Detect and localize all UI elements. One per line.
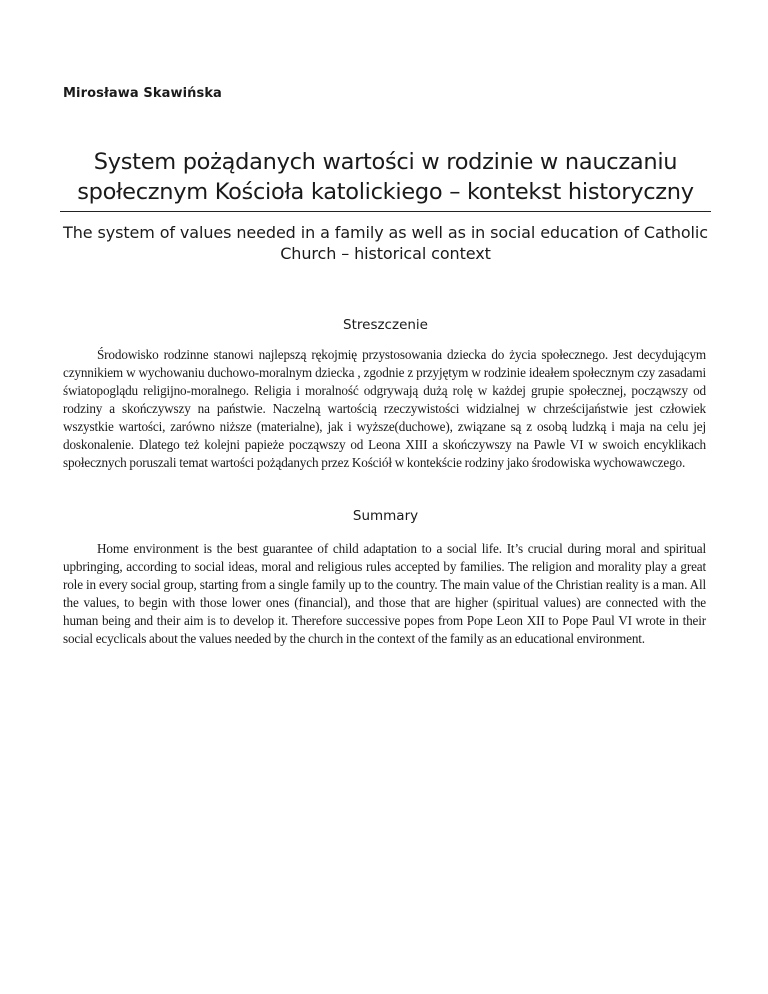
summary-heading: Summary [352, 508, 419, 524]
streszczenie-heading: Streszczenie [343, 317, 428, 333]
article-title-polish: System pożądanych wartości w rodzinie w nauczaniu społecznym Kościoła katolickiego – kontekst historyczny [77, 149, 694, 205]
summary-paragraph: Home environment is the best guarantee of child adaptation to a social life. It’s crucial during moral and spiritual upbringing, according to social ideas, moral and religious rules accepted by families. The religion and morality play a great role in every social group, starting from a single family up to the country. The main value of the Christian reality is a man. All the values, to begin with those lower ones (financial), and those that are higher (spiritual values) are connected with the human being and their aim is to develop it. Therefore successive popes from Pope Leon XII to Pope Paul VI wrote in their social ecyclicals about the values needed by the church in the context of the family as an educational environment. [63, 541, 706, 646]
streszczenie-paragraph: Środowisko rodzinne stanowi najlepszą rękojmię przystosowania dziecka do życia społecznego. Jest decydującym czynnikiem w wychowaniu duchowo-moralnym dziecka , zgodnie z przyjętym w rodzinie ideałem społecznym czy zasadami światopoglądu religijno-moralnego. Religia i moralność odgrywają dużą rolę w każdej grupie społecznej, począwszy od rodziny a skończywszy na państwie. Naczelną wartością rzeczywistości widzialnej w chrześcijaństwie jest człowiek wszystkie wartości, zarówno niższe (materialne), jak i wyższe(duchowe), związane są z osobą ludzką i maja na celu jej doskonalenie. Dlatego też kolejni papieże począwszy od Leona XIII a skończywszy na Pawle VI w swoich encyklikach społecznych poruszali temat wartości pożądanych przez Kościół w kontekście rodziny jako środowiska wychowawczego. [63, 347, 706, 470]
title-divider [60, 211, 711, 212]
author-name: Mirosława Skawińska [63, 86, 222, 101]
article-title-english: The system of values needed in a family as well as in social education of Catholic Church – historical context [63, 223, 708, 263]
